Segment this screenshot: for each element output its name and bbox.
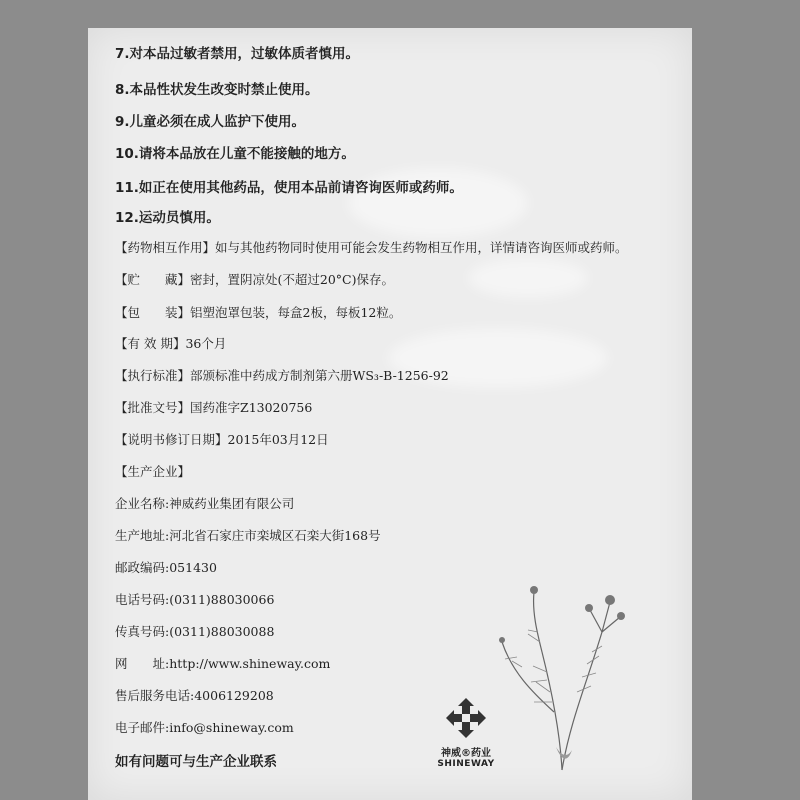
company-value: (0311)88030066	[169, 592, 275, 607]
company-value: (0311)88030088	[169, 624, 275, 639]
field-value: 如与其他药物同时使用可能会发生药物相互作用，详情请咨询医师或药师。	[215, 240, 628, 255]
logo-english-name: SHINEWAY	[437, 759, 495, 769]
company-label: 售后服务电话:	[115, 688, 195, 703]
herb-plant-icon	[492, 572, 632, 772]
leaflet-sheet	[88, 28, 692, 800]
precaution-8: 8.本品性状发生改变时禁止使用。	[115, 82, 319, 98]
field-approval-number	[115, 398, 312, 416]
company-address	[115, 526, 381, 544]
field-label: 【包 装】	[115, 305, 191, 320]
field-expiry	[115, 334, 226, 352]
field-drug-interactions	[115, 238, 628, 256]
paper-crease	[468, 258, 588, 298]
company-value: 河北省石家庄市栾城区石栾大街168号	[169, 528, 381, 543]
precaution-10: 10.请将本品放在儿童不能接触的地方。	[115, 146, 355, 162]
company-value: 4006129208	[194, 688, 274, 703]
field-value: 密封，置阴凉处(不超过20°C)保存。	[190, 272, 394, 287]
field-standard	[115, 366, 449, 384]
field-label: 【生产企业】	[115, 464, 191, 479]
precaution-7: 7.对本品过敏者禁用，过敏体质者慎用。	[115, 46, 360, 62]
field-package	[115, 303, 401, 321]
precaution-12: 12.运动员慎用。	[115, 210, 220, 226]
field-label: 【批准文号】	[115, 400, 191, 415]
company-phone	[115, 590, 274, 608]
company-label: 生产地址:	[115, 528, 170, 543]
company-label: 电话号码:	[115, 592, 170, 607]
company-value: 051430	[169, 560, 217, 575]
company-value: info@shineway.com	[169, 720, 294, 735]
logo-chinese-name: 神威®药业	[441, 748, 491, 759]
contact-footer: 如有问题可与生产企业联系	[115, 754, 277, 770]
company-label: 企业名称:	[115, 496, 170, 511]
field-value: 部颁标准中药成方制剂第六册WS₃-B-1256-92	[190, 368, 449, 383]
field-storage	[115, 270, 394, 288]
field-label: 【有 效 期】	[115, 336, 186, 351]
company-email	[115, 718, 294, 736]
precaution-11: 11.如正在使用其他药品，使用本品前请咨询医师或药师。	[115, 180, 463, 196]
field-label: 【执行标准】	[115, 368, 191, 383]
company-label: 网 址:	[115, 656, 170, 671]
company-website	[115, 654, 330, 672]
field-value: 2015年03月12日	[227, 432, 329, 447]
field-manufacturer-heading	[115, 462, 190, 480]
company-service-phone	[115, 686, 274, 704]
precaution-9: 9.儿童必须在成人监护下使用。	[115, 114, 306, 130]
company-postcode	[115, 558, 217, 576]
field-label: 【说明书修订日期】	[115, 432, 228, 447]
company-value: 神威药业集团有限公司	[169, 496, 295, 511]
company-value: http://www.shineway.com	[169, 656, 331, 671]
company-fax	[115, 622, 274, 640]
company-label: 传真号码:	[115, 624, 170, 639]
company-label: 电子邮件:	[115, 720, 170, 735]
shineway-logo-icon	[444, 696, 488, 740]
company-name	[115, 494, 294, 512]
company-label: 邮政编码:	[115, 560, 170, 575]
field-revision-date	[115, 430, 329, 448]
field-label: 【药物相互作用】	[115, 240, 216, 255]
field-value: 铝塑泡罩包装，每盒2板，每板12粒。	[190, 305, 402, 320]
field-value: 国药准字Z13020756	[190, 400, 313, 415]
field-value: 36个月	[185, 336, 227, 351]
field-label: 【贮 藏】	[115, 272, 191, 287]
